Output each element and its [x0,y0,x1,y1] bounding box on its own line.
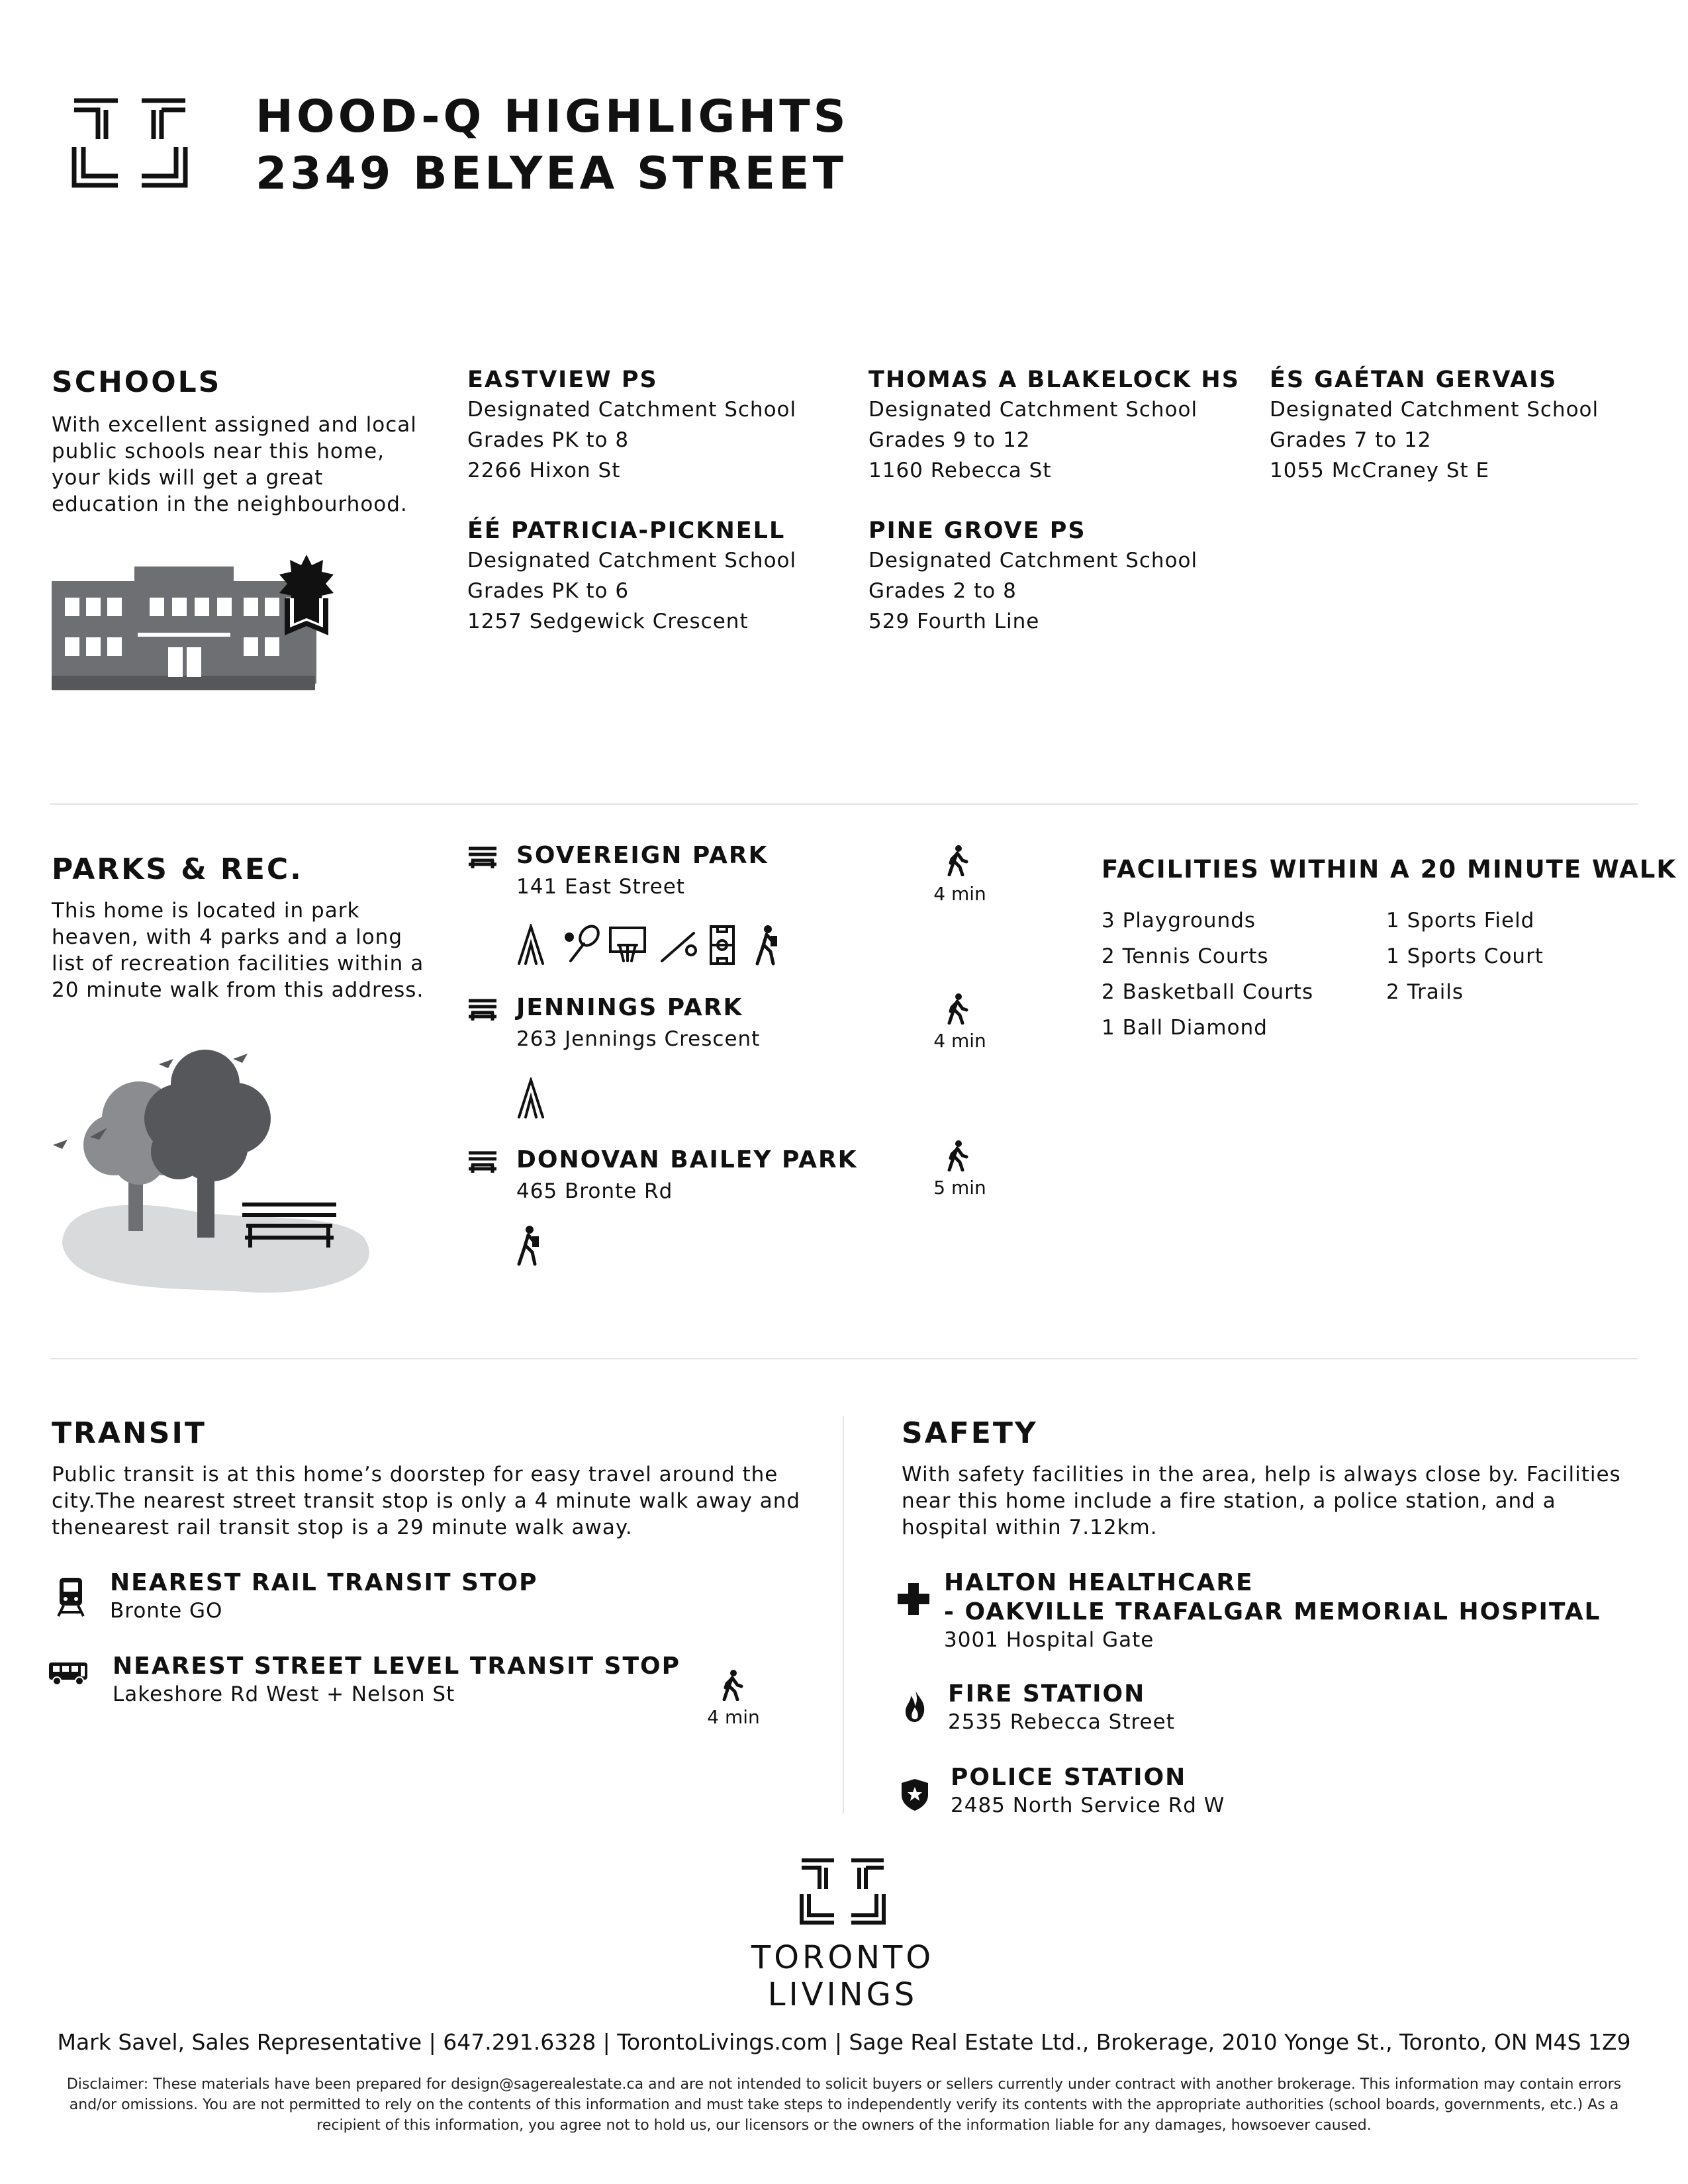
park-address-jennings: 263 Jennings Crescent [516,1027,761,1051]
school-grades: Grades 2 to 8 [868,579,1017,603]
facility-item: 3 Playgrounds [1102,909,1256,933]
facilities-list-col1 [1102,903,1313,1046]
facilities-title: FACILITIES WITHIN A 20 MINUTE WALK [1102,855,1677,884]
park-bench-icon [467,998,498,1022]
walking-person-icon [720,1669,744,1701]
school-name: THOMAS A BLAKELOCK HS [868,367,1240,393]
fire-station-label: FIRE STATION [948,1680,1146,1707]
rail-transit-stop [110,1569,538,1624]
transit-title: TRANSIT [52,1416,207,1450]
school-address: 1257 Sedgewick Crescent [467,610,749,633]
school-type: Designated Catchment School [868,398,1198,422]
school-name: ÉÉ PATRICIA-PICKNELL [467,518,786,544]
street-transit-value: Lakeshore Rd West + Nelson St [113,1682,455,1706]
facility-item: 1 Sports Field [1386,909,1535,933]
facilities-list-col2 [1386,903,1544,1010]
school-card-thomas-a-blakelock [868,365,1252,486]
park-bench-icon [467,1150,498,1174]
title-line-2: 2349 BELYEA STREET [256,148,847,200]
school-type: Designated Catchment School [467,398,797,422]
school-card-ee-patricia-picknell [467,516,851,637]
hospital-address: 3001 Hospital Gate [944,1628,1154,1652]
hospital-entry [944,1569,1601,1653]
schools-title: SCHOOLS [52,365,222,399]
playground-icon [516,1077,548,1120]
school-card-es-gaetan-gervais [1270,365,1640,486]
train-icon [56,1576,86,1617]
police-station-address: 2485 North Service Rd W [951,1794,1225,1817]
school-name: EASTVIEW PS [467,367,658,393]
hospital-cross-icon [896,1582,931,1616]
facility-item: 1 Ball Diamond [1102,1016,1268,1040]
street-transit-stop [113,1652,680,1707]
school-card-eastview [467,365,838,486]
safety-title: SAFETY [902,1416,1038,1450]
fire-station-address: 2535 Rebecca Street [948,1710,1175,1734]
police-station-entry [951,1763,1225,1819]
park-bench-icon [467,846,498,870]
walk-time-donovan-bailey: 5 min [933,1177,986,1199]
parks-title: PARKS & REC. [52,852,303,886]
school-grades: Grades PK to 6 [467,579,630,603]
hospital-name-line1: HALTON HEALTHCARE [944,1569,1254,1596]
school-name: PINE GROVE PS [868,518,1086,544]
police-station-label: POLICE STATION [951,1764,1187,1791]
transit-description: Public transit is at this home’s doorstep for easy travel around the city.The nearest street transit stop is only a 4 minute walk away and thenearest rail transit stop is a 29 minute walk away. [52,1463,801,1539]
school-building-icon [52,555,336,694]
park-name-donovan-bailey: DONOVAN BAILEY PARK [516,1146,858,1173]
school-address: 2266 Hixon St [467,459,621,482]
school-type: Designated Catchment School [1270,398,1599,422]
rail-transit-label: NEAREST RAIL TRANSIT STOP [110,1569,538,1596]
parks-description: This home is located in park heaven, with 4 parks and a long list of recreation facilities within a 20 minute walk from this address. [52,899,424,1002]
school-address: 1160 Rebecca St [868,459,1052,482]
logo-line-2: LIVINGS [767,1976,918,2013]
park-name-jennings: JENNINGS PARK [516,994,743,1021]
school-address: 529 Fourth Line [868,610,1040,633]
park-name-sovereign: SOVEREIGN PARK [516,842,769,869]
school-address: 1055 McCraney St E [1270,459,1490,482]
safety-description: With safety facilities in the area, help is always close by. Facilities near this home include a fire station, a police station, and a hospital within 7.12km. [902,1463,1621,1539]
walk-time-jennings: 4 min [933,1030,986,1052]
police-badge-icon [900,1778,929,1812]
logo-line-1: TORONTO [751,1939,935,1976]
park-address-donovan-bailey: 465 Bronte Rd [516,1179,673,1203]
facility-item: 2 Tennis Courts [1102,944,1269,968]
column-divider [843,1416,844,1813]
rail-transit-value: Bronte GO [110,1599,223,1623]
school-name: ÉS GAÉTAN GERVAIS [1270,367,1558,393]
facility-item: 1 Sports Court [1386,944,1544,968]
disclaimer-text: Disclaimer: These materials have been prepared for design@sagerealestate.ca and are not intended to solicit buyers or sellers currently under contract with another brokerage. This information may contain errors and/or omissions. You are not permitted to rely on the contents of this information and must take steps to independently verify its contents with the appropriate authorities (school boards, governments, etc.) As a recipient of this information, you agree not to hold us, our licensors or the owners of the information liable for any damages, howsoever caused. [66,2076,1622,2134]
hospital-name-line2: - OAKVILLE TRAFALGAR MEMORIAL HOSPITAL [944,1598,1601,1625]
street-transit-walk-time: 4 min [707,1706,760,1728]
agent-contact-line: Mark Savel, Sales Representative | 647.291.6328 | TorontoLivings.com | Sage Real Estate Ltd., Brokerage, 2010 Yonge St., Toronto, ON M4S 1Z9 [57,2029,1631,2055]
hiker-icon [516,1224,543,1267]
park-trees-icon [46,1046,377,1297]
facility-item: 2 Trails [1386,980,1464,1004]
fire-station-entry [948,1680,1175,1735]
walking-person-icon [945,1140,969,1171]
toronto-livings-logo-icon [800,1858,886,1925]
facility-icons-row [516,924,794,966]
facility-item: 2 Basketball Courts [1102,980,1314,1004]
logo-wordmark [710,1939,975,2013]
walking-person-icon [945,993,969,1024]
section-divider [50,1358,1638,1359]
walking-person-icon [945,844,969,876]
walk-time-sovereign: 4 min [933,883,986,905]
school-grades: Grades 7 to 12 [1270,428,1432,452]
street-transit-label: NEAREST STREET LEVEL TRANSIT STOP [113,1653,680,1680]
fire-flame-icon [903,1688,927,1723]
schools-description: With excellent assigned and local public schools near this home, your kids will get a great education in the neighbourhood. [52,413,417,516]
school-grades: Grades PK to 8 [467,428,630,452]
title-line-1: HOOD-Q HIGHLIGHTS [256,91,849,143]
header-logo-icon [71,98,188,188]
section-divider [50,803,1638,805]
park-address-sovereign: 141 East Street [516,875,685,899]
page-title [256,89,849,203]
school-type: Designated Catchment School [467,549,797,572]
bus-icon [48,1660,90,1686]
school-card-pine-grove [868,516,1252,637]
school-grades: Grades 9 to 12 [868,428,1031,452]
school-type: Designated Catchment School [868,549,1198,572]
